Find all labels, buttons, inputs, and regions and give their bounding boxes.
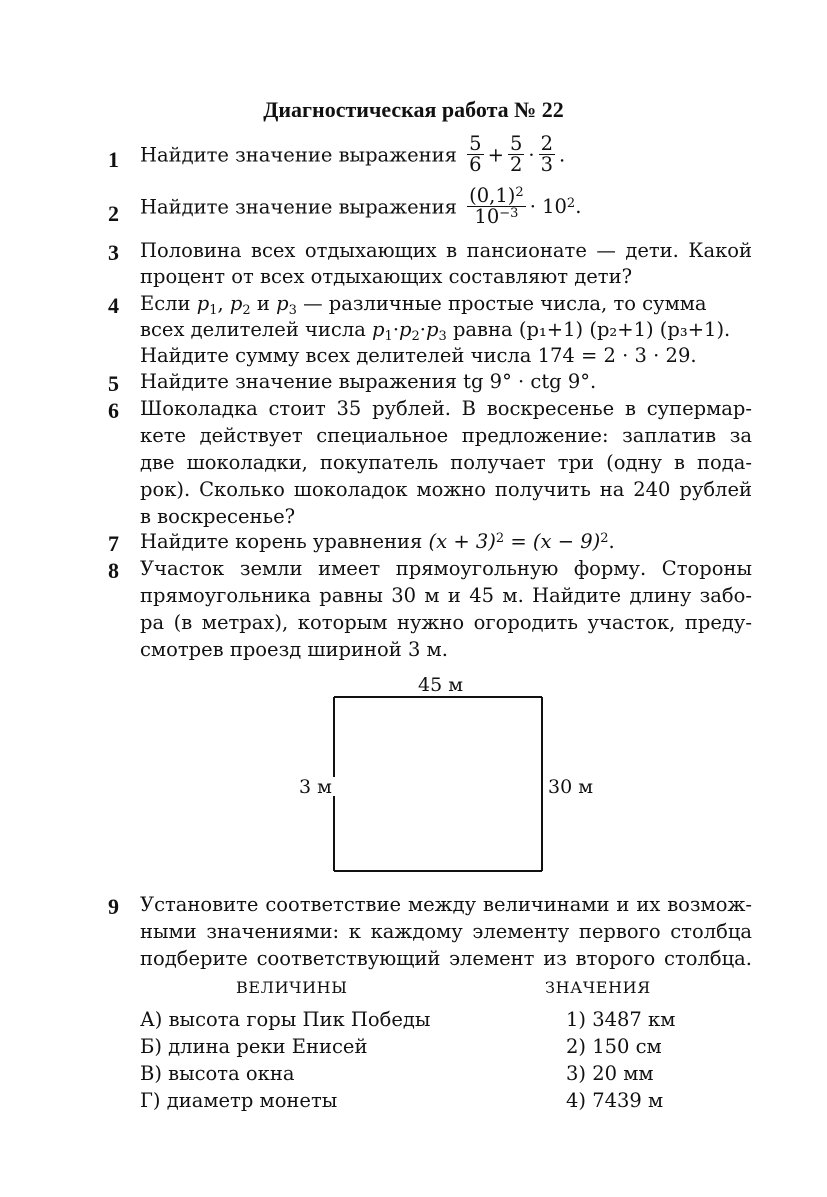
figure-top-label: 45 м (418, 674, 463, 696)
task-1-fraction-c: $\frac{2}{3}$ (540, 132, 553, 177)
matching-right-item: 4) 7439 м (566, 1089, 664, 1112)
task-4-line-2: всех делителей числа $p_1\cdot p_2\cdot p_3$ равна (p₁+1) (p₂+1) (p₃+1). (140, 318, 731, 344)
task-8-line-4: смотрев проезд шириной 3 м. (140, 638, 448, 661)
task-2-number: 2 (108, 201, 119, 226)
task-6-line-5: в воскресенье? (140, 505, 296, 528)
task-8-line-3: ра (в метрах), которым нужно огородить участок, преду- (140, 611, 752, 634)
matching-left-item: А) высота горы Пик Победы (140, 1008, 431, 1031)
task-3-line-1: Половина всех отдыхающих в пансионате — дети. Какой (140, 239, 752, 262)
matching-left-item: Г) диаметр монеты (140, 1089, 338, 1112)
task-6-line-4: рок). Сколько шоколадок можно получить на 240 рублей (140, 478, 752, 501)
task-6-line-2: кете действует специальное предложение: заплатив за (140, 424, 752, 447)
matching-left-header: ВЕЛИЧИНЫ (236, 978, 348, 997)
task-6-line-3: две шоколадки, покупатель получает три (одну в пода- (140, 451, 752, 474)
task-9-line-1: Установите соответствие между величинами и их возмож- (140, 893, 752, 916)
task-5-text: Найдите значение выражения tg 9° · ctg 9°. (140, 370, 597, 393)
matching-left-item: В) высота окна (140, 1062, 295, 1085)
task-2-prompt: Найдите значение выражения (140, 195, 457, 219)
task-1-text: Найдите значение выражения $\frac{5}{6}$ + $\frac{5}{2}$ · $\frac{2}{3}$ . (140, 132, 566, 177)
task-1-number: 1 (108, 147, 119, 172)
task-4-line-1: Если $p_1$, $p_2$ и $p_3$ — различные простые числа, то сумма (140, 292, 707, 318)
task-6-number: 6 (108, 398, 119, 423)
task-1-prompt: Найдите значение выражения (140, 143, 457, 167)
matching-left-item: Б) длина реки Енисей (140, 1035, 368, 1058)
task-3-line-2: процент от всех отдыхающих составляют дети? (140, 265, 633, 288)
matching-right-item: 2) 150 см (566, 1035, 662, 1058)
matching-right-item: 3) 20 мм (566, 1062, 654, 1085)
page-title: Диагностическая работа № 22 (263, 97, 564, 122)
figure-left-label: 3 м (299, 776, 332, 798)
task-1-fraction-a: $\frac{5}{6}$ (469, 132, 482, 177)
task-4-line-3: Найдите сумму всех делителей числа 174 = 2 · 3 · 29. (140, 344, 697, 367)
matching-right-item: 1) 3487 км (566, 1008, 676, 1031)
figure-right-label: 30 м (548, 776, 593, 798)
task-1-fraction-b: $\frac{5}{2}$ (509, 132, 523, 177)
task-9-line-3: подберите соответствующий элемент из второго столбца. (140, 947, 752, 970)
task-9-number: 9 (108, 894, 119, 919)
task-5-number: 5 (108, 371, 119, 396)
task-2-text: Найдите значение выражения $\frac{(0,1)^2}{10^{-3}}$ · $10^2$. (140, 184, 582, 229)
matching-right-header: ЗНАЧЕНИЯ (545, 978, 651, 997)
task-8-line-1: Участок земли имеет прямоугольную форму. Стороны (140, 557, 752, 580)
task-8-number: 8 (108, 558, 119, 583)
plot-rectangle-figure (330, 693, 546, 875)
task-7-text: Найдите корень уравнения $(x + 3)^2 = (x - 9)^2$. (140, 530, 615, 553)
task-9-line-2: ными значениями: к каждому элементу первого столбца (140, 920, 752, 943)
task-8-line-2: прямоугольника равны 30 м и 45 м. Найдите длину забо- (140, 584, 752, 607)
task-6-line-1: Шоколадка стоит 35 рублей. В воскресенье в супермар- (140, 397, 752, 420)
task-3-number: 3 (108, 240, 119, 265)
task-7-number: 7 (108, 531, 119, 556)
task-2-fraction: $\frac{(0,1)^2}{10^{-3}}$ (469, 184, 524, 229)
task-4-number: 4 (108, 293, 119, 318)
